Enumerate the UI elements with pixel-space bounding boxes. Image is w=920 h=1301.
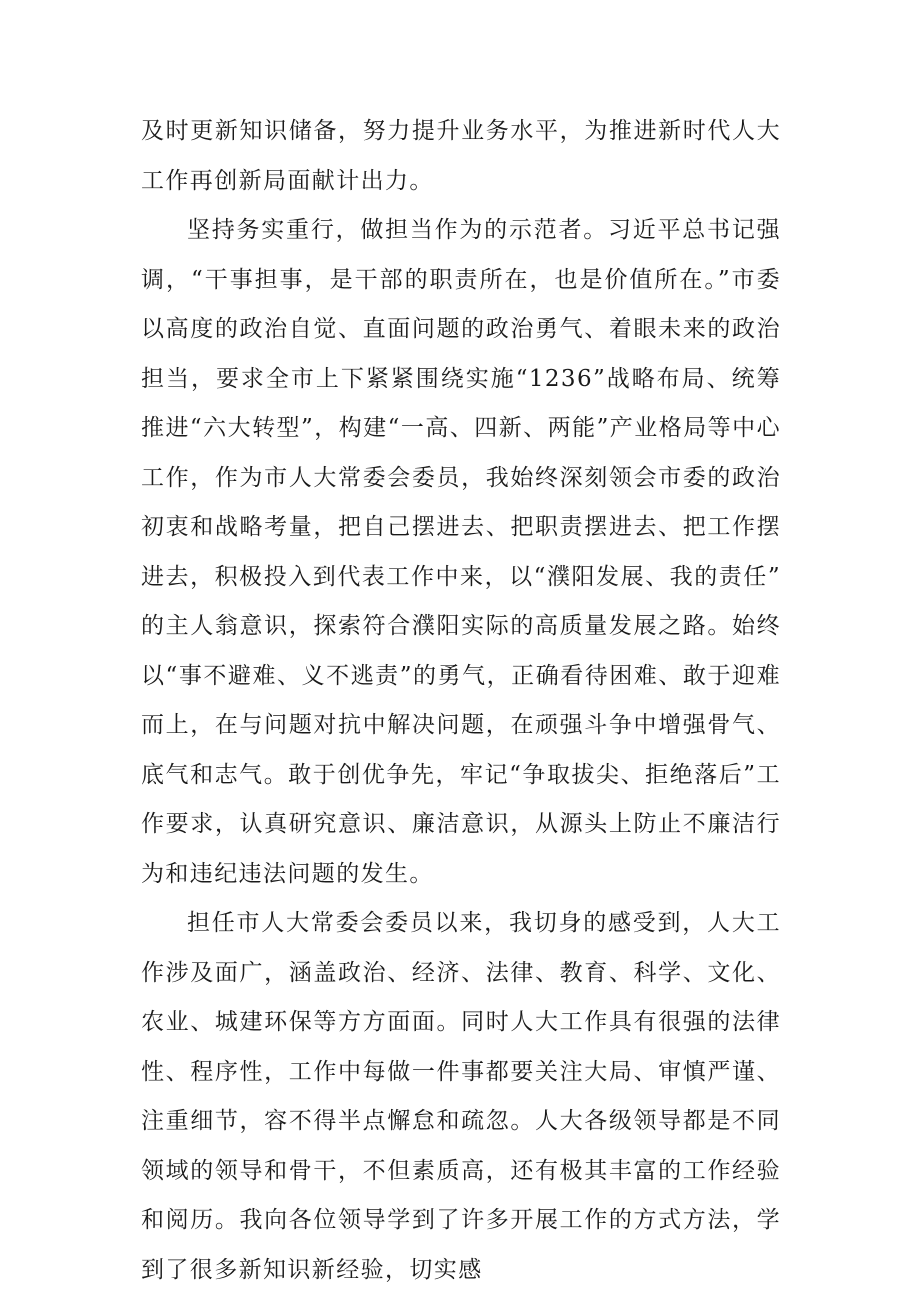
document-body [141,107,781,1295]
paragraph-pragmatic-action: 坚持务实重行，做担当作为的示范者。习近平总书记强调，“干事担事，是干部的职责所在，也是价值所在。”市委以高度的政治自觉、直面问题的政治勇气、着眼未来的政治担当，要求全市上下紧紧围绕实施“1236”战略布局、统筹推进“六大转型”，构建“一高、四新、两能”产业格局等中心工作，作为市人大常委会委员，我始终深刻领会市委的政治初衷和战略考量，把自己摆进去、把职责摆进去、把工作摆进去，积极投入到代表工作中来，以“濮阳发展、我的责任”的主人翁意识，探索符合濮阳实际的高质量发展之路。始终以“事不避难、义不逃责”的勇气，正确看待困难、敢于迎难而上，在与问题对抗中解决问题，在顽强斗争中增强骨气、底气和志气。敢于创优争先，牢记“争取拔尖、拒绝落后”工作要求，认真研究意识、廉洁意识，从源头上防止不廉洁行为和违纪违法问题的发生。 [141,217,781,887]
paragraph-continuation: 及时更新知识储备，努力提升业务水平，为推进新时代人大工作再创新局面献计出力。 [141,118,781,194]
paragraph-committee-experience: 担任市人大常委会委员以来，我切身的感受到，人大工作涉及面广，涵盖政治、经济、法律、教育、科学、文化、农业、城建环保等方方面面。同时人大工作具有很强的法律性、程序性，工作中每做一件事都要关注大局、审慎严谨、注重细节，容不得半点懈怠和疏忽。人大各级领导都是不同领域的领导和骨干，不但素质高，还有极其丰富的工作经验和阅历。我向各位领导学到了许多开展工作的方式方法，学到了很多新知识新经验，切实感 [141,910,781,1283]
